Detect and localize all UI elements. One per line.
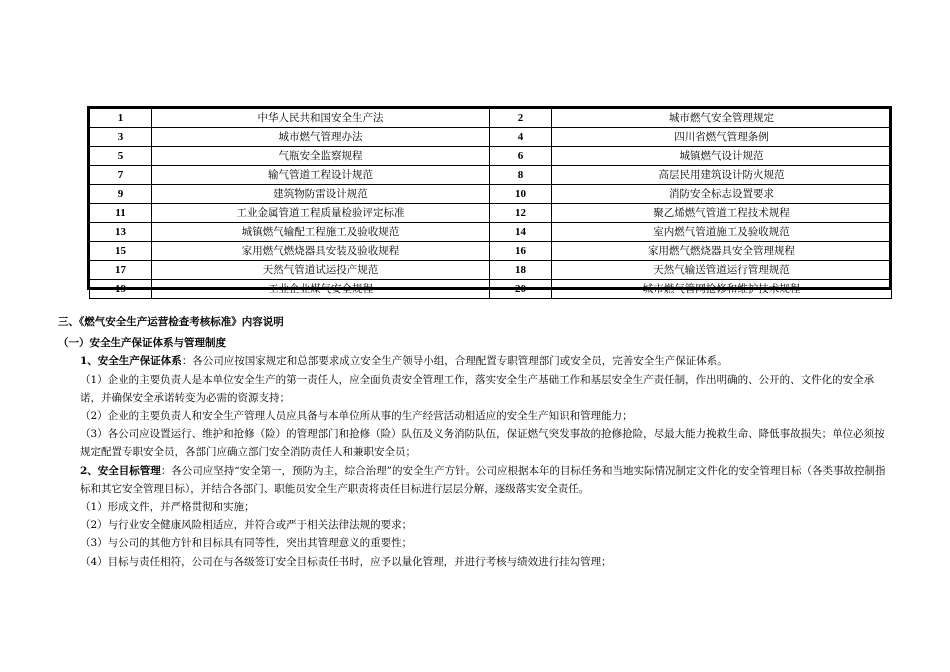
sub-title: （一）安全生产保证体系与管理制度 — [58, 337, 226, 350]
row-number-right: 2 — [490, 109, 552, 128]
row-number-left: 15 — [90, 242, 152, 261]
table-row — [90, 147, 892, 166]
row-number-left: 9 — [90, 185, 152, 204]
regulation-name-left: 建筑物防雷设计规范 — [152, 185, 490, 204]
regulations-table-body — [90, 109, 892, 299]
row-number-right: 14 — [490, 223, 552, 242]
table-row — [90, 204, 892, 223]
item2-point-1: （1）形成文件，并严格贯彻和实施； — [80, 501, 255, 514]
row-number-right: 18 — [490, 261, 552, 280]
regulation-name-left: 中华人民共和国安全生产法 — [152, 109, 490, 128]
item2-text: ：各公司应坚持“安全第一，预防为主，综合治理”的安全生产方针。公司应根据本年的目标任务和当地实际情况制定文件化的安全管理目标（各类事故控制指标和其它安全管理目标），并结合各部门、职能员安全生产职责将责任目标进行层层分解，逐级落实安全责任。 — [80, 464, 886, 495]
row-number-left: 7 — [90, 166, 152, 185]
row-number-left: 5 — [90, 147, 152, 166]
row-number-left: 11 — [90, 204, 152, 223]
row-number-left: 13 — [90, 223, 152, 242]
table-row — [90, 242, 892, 261]
item2-paragraph — [58, 462, 888, 498]
regulation-name-left: 城镇燃气输配工程施工及验收规范 — [152, 223, 490, 242]
row-number-right: 6 — [490, 147, 552, 166]
item1-point-1: （1）企业的主要负责人是本单位安全生产的第一责任人，应全面负责安全管理工作，落实安全生产基础工作和基层安全生产责任制，作出明确的、公开的、文件化的安全承诺，并确保安全承诺转变为必需的资源支持； — [80, 373, 875, 404]
row-number-right: 10 — [490, 185, 552, 204]
table-row — [90, 280, 892, 299]
regulation-name-left: 气瓶安全监察规程 — [152, 147, 490, 166]
regulation-name-left: 城市燃气管理办法 — [152, 128, 490, 147]
regulation-name-left: 工业企业煤气安全规程 — [152, 280, 490, 299]
regulation-name-left: 家用燃气燃烧器具安装及验收规程 — [152, 242, 490, 261]
row-number-right: 16 — [490, 242, 552, 261]
regulation-name-right: 城市燃气管网抢修和维护技术规程 — [552, 280, 892, 299]
regulation-name-right: 家用燃气燃烧器具安全管理规程 — [552, 242, 892, 261]
row-number-right: 12 — [490, 204, 552, 223]
row-number-left: 1 — [90, 109, 152, 128]
table-row — [90, 128, 892, 147]
row-number-right: 8 — [490, 166, 552, 185]
regulation-name-right: 室内燃气管道施工及验收规范 — [552, 223, 892, 242]
table-row — [90, 185, 892, 204]
regulation-name-right: 高层民用建筑设计防火规范 — [552, 166, 892, 185]
item2-point-4: （4）目标与责任相符，公司在与各级签订安全目标责任书时，应予以量化管理，并进行考核与绩效进行挂勾管理； — [80, 555, 612, 568]
row-number-left: 17 — [90, 261, 152, 280]
table-row — [90, 223, 892, 242]
row-number-left: 3 — [90, 128, 152, 147]
table-row — [90, 261, 892, 280]
regulation-name-right: 城镇燃气设计规范 — [552, 147, 892, 166]
item2-point-2: （2）与行业安全健康风险相适应，并符合或严于相关法律法规的要求； — [80, 519, 413, 532]
item2-point-3: （3）与公司的其他方针和目标具有同等性，突出其管理意义的重要性； — [80, 537, 413, 550]
row-number-left: 19 — [90, 280, 152, 299]
regulation-name-left: 工业金属管道工程质量检验评定标准 — [152, 204, 490, 223]
item1-text: ：各公司应按国家规定和总部要求成立安全生产领导小组，合理配置专职管理部门或安全员，完善安全生产保证体系。 — [181, 355, 728, 368]
regulation-name-right: 四川省燃气管理条例 — [552, 128, 892, 147]
document-body — [58, 313, 888, 571]
item2-label: 2、安全目标管理 — [80, 464, 161, 477]
table-row — [90, 166, 892, 185]
row-number-right: 4 — [490, 128, 552, 147]
item1-label: 1、安全生产保证体系 — [80, 355, 182, 368]
regulations-table — [87, 106, 892, 295]
regulations-table-grid — [89, 108, 892, 299]
regulation-name-right: 天然气输送管道运行管理规范 — [552, 261, 892, 280]
section-title: 三、《燃气安全生产运营检查考核标准》内容说明 — [58, 316, 284, 328]
regulation-name-right: 消防安全标志设置要求 — [552, 185, 892, 204]
item1-point-3: （3）各公司应设置运行、维护和抢修（险）的管理部门和抢修（险）队伍及义务消防队伍，保证燃气突发事故的抢修抢险，尽最大能力挽救生命、降低事故损失；单位必须按规定配置专职安全员，各部门应确立部门安全消防责任人和兼职安全员； — [80, 428, 885, 459]
table-row — [90, 109, 892, 128]
regulation-name-right: 聚乙烯燃气管道工程技术规程 — [552, 204, 892, 223]
item1-point-2: （2）企业的主要负责人和安全生产管理人员应具备与本单位所从事的生产经营活动相适应的安全生产知识和管理能力； — [80, 410, 633, 423]
regulation-name-right: 城市燃气安全管理规定 — [552, 109, 892, 128]
regulation-name-left: 天然气管道试运投产规范 — [152, 261, 490, 280]
item1-paragraph — [58, 352, 888, 370]
regulation-name-left: 输气管道工程设计规范 — [152, 166, 490, 185]
row-number-right: 20 — [490, 280, 552, 299]
